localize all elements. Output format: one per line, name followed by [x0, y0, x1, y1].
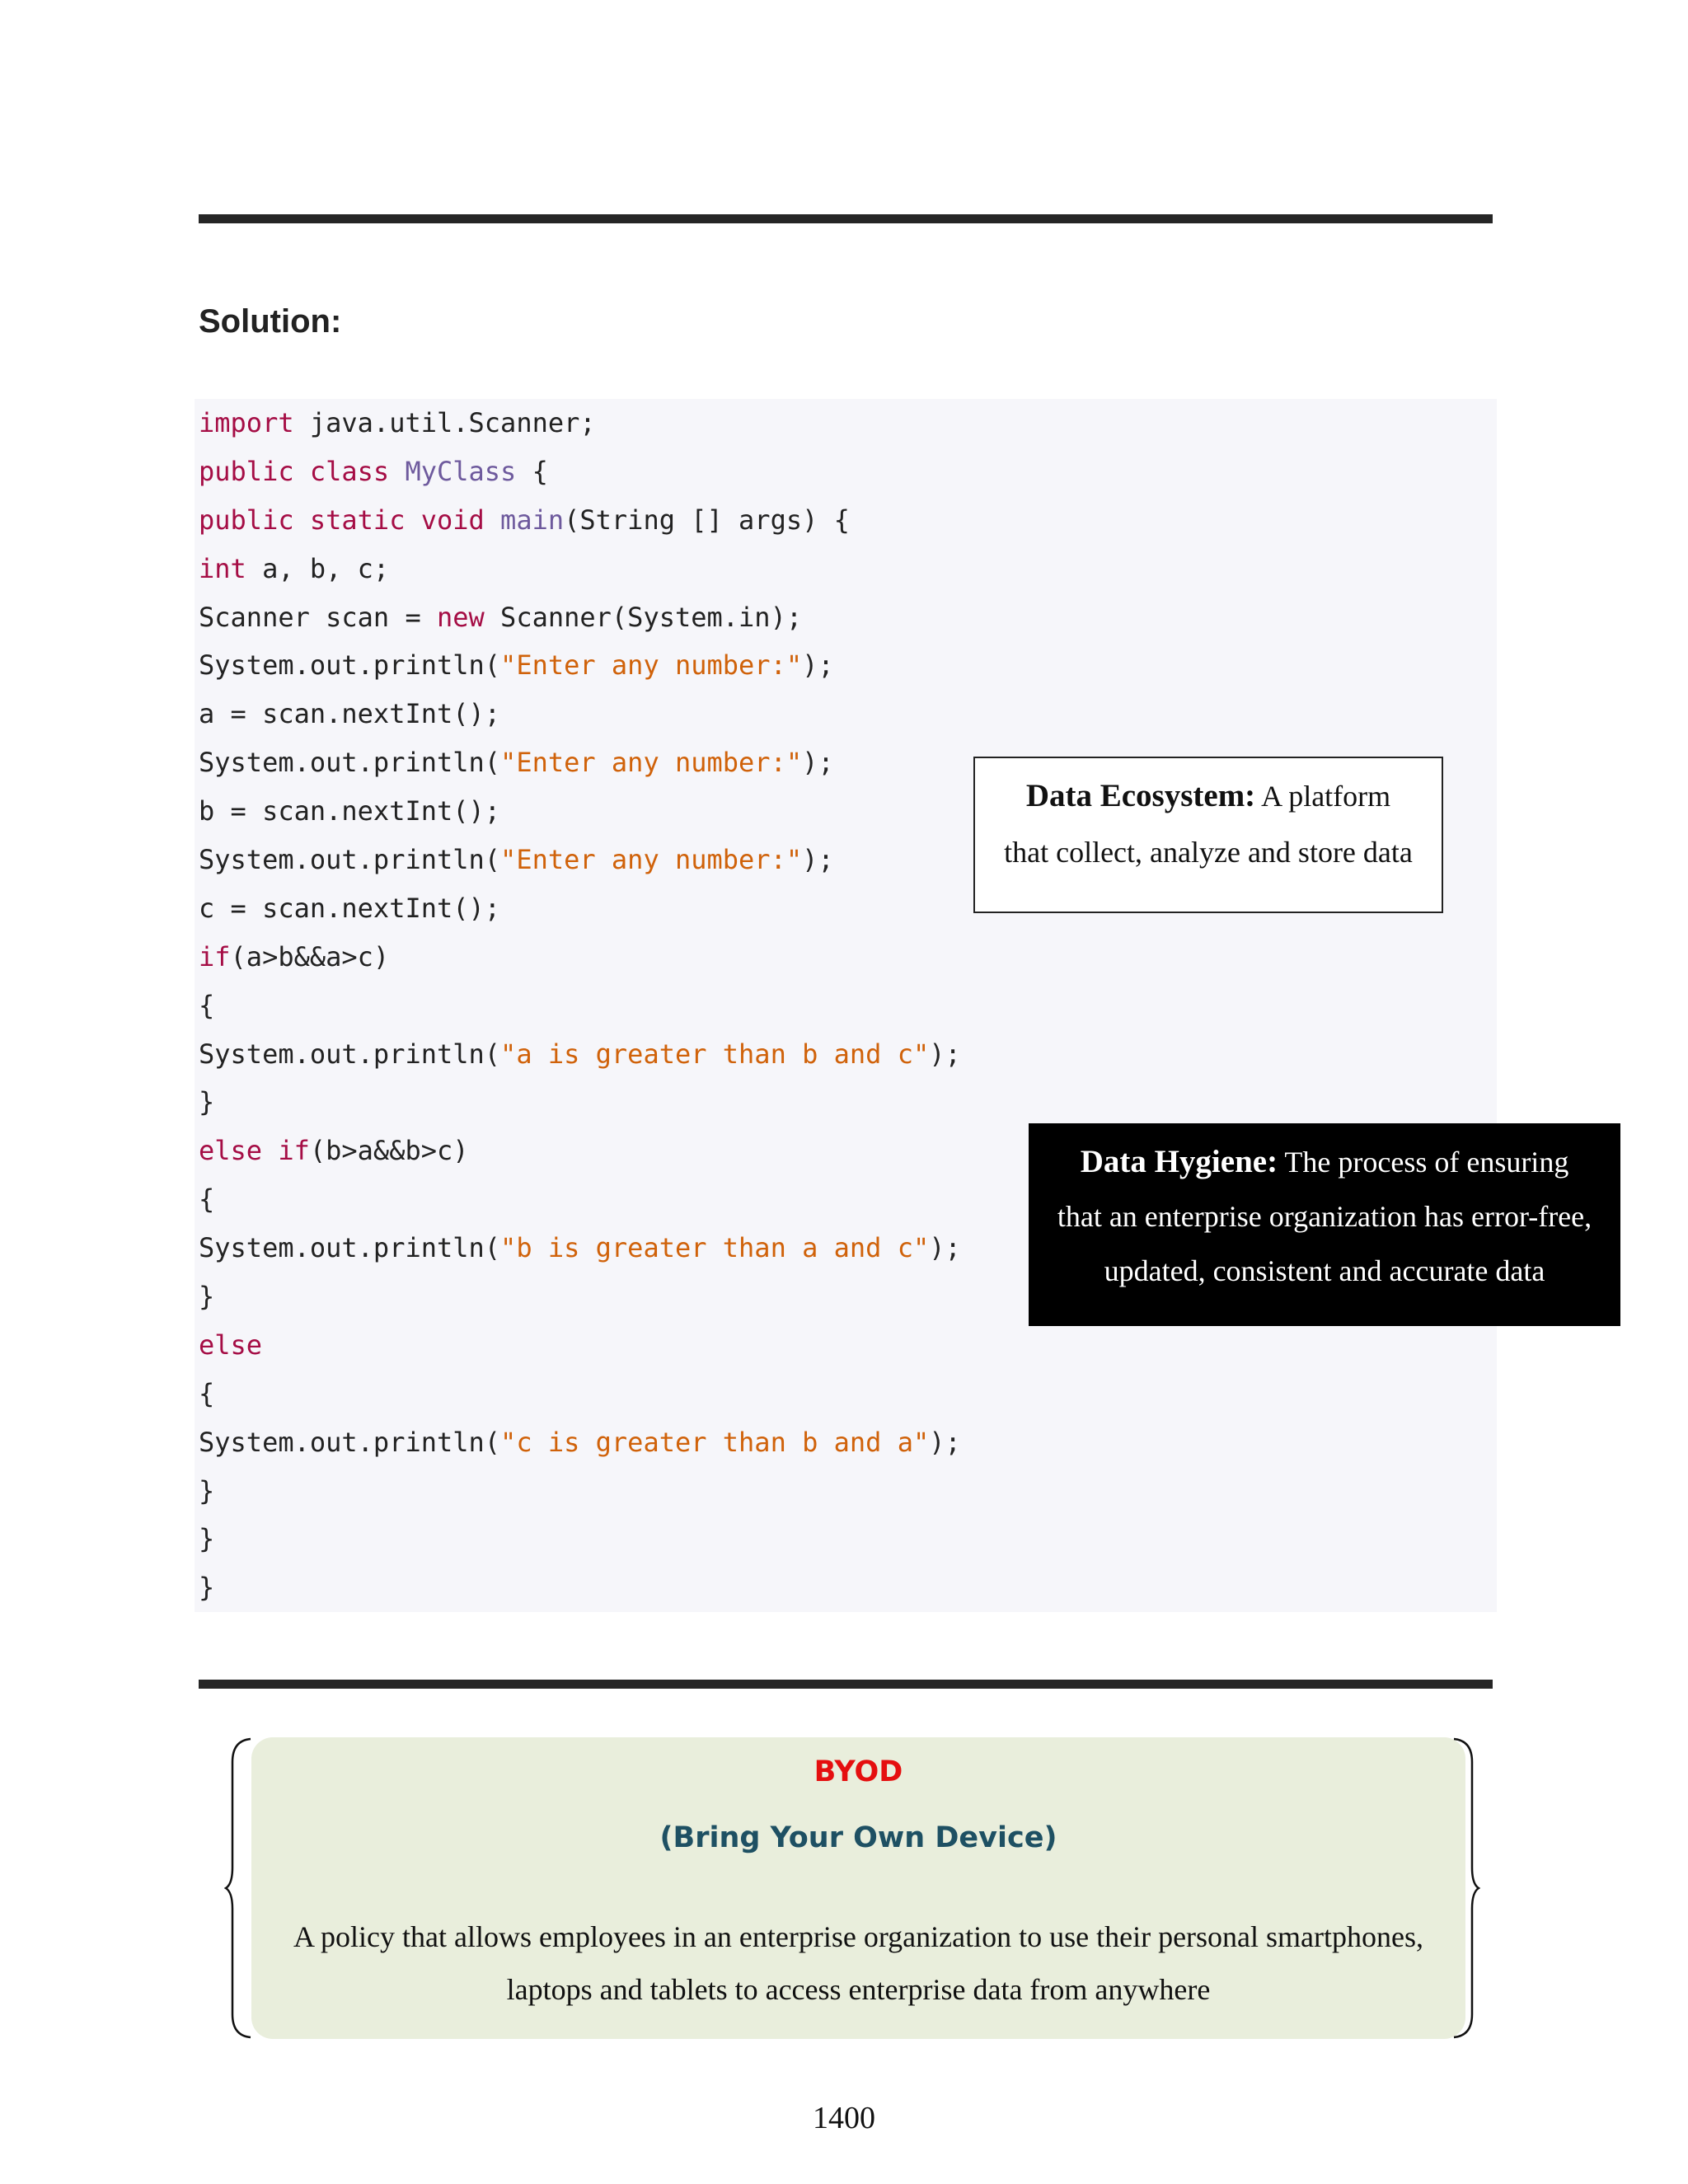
code-token: "b is greater than a and c" [500, 1232, 930, 1264]
code-line [199, 1370, 961, 1418]
code-token: a = scan.nextInt(); [199, 698, 501, 730]
callout-line: that an enterprise organization has error-free, [1057, 1200, 1592, 1233]
code-token: ); [802, 844, 834, 876]
code-token: { [199, 1183, 215, 1216]
definition-line: laptops and tablets to access enterprise data from anywhere [506, 1973, 1211, 2006]
byod-definition [264, 1910, 1453, 2016]
code-token: } [199, 1086, 215, 1118]
code-token: "Enter any number:" [500, 844, 803, 876]
code-line [199, 690, 961, 738]
code-line [199, 787, 961, 836]
code-line [199, 1272, 961, 1321]
code-line [199, 884, 961, 933]
code-token: new [436, 601, 485, 633]
callout-text: The process of ensuring [1278, 1146, 1569, 1179]
code-line [199, 1175, 961, 1224]
code-token: main [500, 504, 565, 536]
code-line [199, 1563, 961, 1612]
code-token: int [199, 552, 246, 584]
code-token: MyClass [405, 455, 517, 487]
callout-line [975, 768, 1442, 824]
code-token: public static void [199, 504, 485, 536]
code-token: System.out.println( [199, 1038, 501, 1070]
code-token: ); [929, 1426, 961, 1458]
code-token: (b>a&&b>c) [309, 1135, 469, 1167]
code-token: ); [802, 649, 834, 682]
callout-line: updated, consistent and accurate data [1104, 1254, 1545, 1287]
code-token [485, 504, 500, 536]
callout-line [1029, 1135, 1620, 1189]
code-token: } [199, 1523, 215, 1555]
callout-term: Data Hygiene: [1080, 1144, 1278, 1179]
code-line [199, 1467, 961, 1516]
code-line [199, 1418, 961, 1467]
code-token: "Enter any number:" [500, 649, 803, 682]
code-token: ); [929, 1232, 961, 1264]
data-hygiene-callout [1029, 1123, 1620, 1326]
solution-heading: Solution: [199, 303, 342, 340]
code-token: java.util.Scanner; [293, 407, 596, 438]
code-token [389, 456, 405, 487]
code-token: b = scan.nextInt(); [199, 795, 501, 827]
left-brace-icon [224, 1737, 254, 2039]
code-block [195, 399, 1497, 1612]
code-line [199, 545, 961, 593]
code-token: (a>b&&a>c) [230, 940, 390, 972]
code-line [199, 1224, 961, 1272]
code-token: { [516, 455, 548, 487]
callout-text: A platform [1255, 780, 1391, 813]
code-line [199, 738, 961, 787]
code-token: "a is greater than b and c" [500, 1038, 930, 1070]
code-token: System.out.println( [199, 1232, 501, 1264]
code-token: (String [] args) { [564, 504, 850, 536]
code-token: Scanner scan = [199, 601, 437, 633]
byod-title: BYOD [814, 1755, 903, 1788]
code-line [199, 1321, 961, 1370]
code-token: } [199, 1572, 215, 1604]
code-line [199, 496, 961, 545]
code-token: ); [929, 1038, 961, 1070]
code-line [199, 1030, 961, 1079]
code-token: { [199, 989, 215, 1021]
callout-line: that collect, analyze and store data [1004, 836, 1413, 869]
code-token: else [199, 1329, 263, 1361]
code-line [199, 448, 961, 496]
code-token: System.out.println( [199, 1426, 501, 1458]
code-token: "Enter any number:" [500, 747, 803, 779]
code-token: } [199, 1474, 215, 1507]
code-token: "c is greater than b and a" [500, 1426, 930, 1458]
page-number: 1400 [813, 2101, 875, 2135]
data-ecosystem-callout [973, 757, 1443, 913]
code-line [199, 982, 961, 1030]
code-line [199, 593, 961, 642]
code-line [199, 1515, 961, 1563]
code-token: a, b, c; [246, 552, 390, 584]
code-lines [199, 399, 961, 1612]
top-divider [199, 214, 1493, 223]
code-line [199, 933, 961, 982]
code-line [199, 836, 961, 884]
code-token: ); [802, 747, 834, 779]
code-token: c = scan.nextInt(); [199, 892, 501, 924]
code-token: else if [199, 1135, 310, 1167]
bottom-divider [199, 1680, 1493, 1689]
code-line [199, 1078, 961, 1127]
code-token: System.out.println( [199, 649, 501, 682]
code-token: public class [199, 455, 390, 487]
code-token: { [199, 1377, 215, 1409]
code-line [199, 399, 961, 448]
definition-line: A policy that allows employees in an enterprise organization to use their personal smartphones, [293, 1920, 1423, 1953]
code-token: System.out.println( [199, 747, 501, 779]
code-token: } [199, 1281, 215, 1313]
code-line [199, 1127, 961, 1175]
callout-term: Data Ecosystem: [1025, 778, 1256, 813]
code-token: Scanner(System.in); [484, 601, 803, 633]
code-line [199, 641, 961, 690]
code-token: if [199, 940, 231, 972]
code-token: import [199, 407, 294, 438]
code-token: System.out.println( [199, 844, 501, 876]
byod-subtitle: (Bring Your Own Device) [659, 1821, 1057, 1854]
